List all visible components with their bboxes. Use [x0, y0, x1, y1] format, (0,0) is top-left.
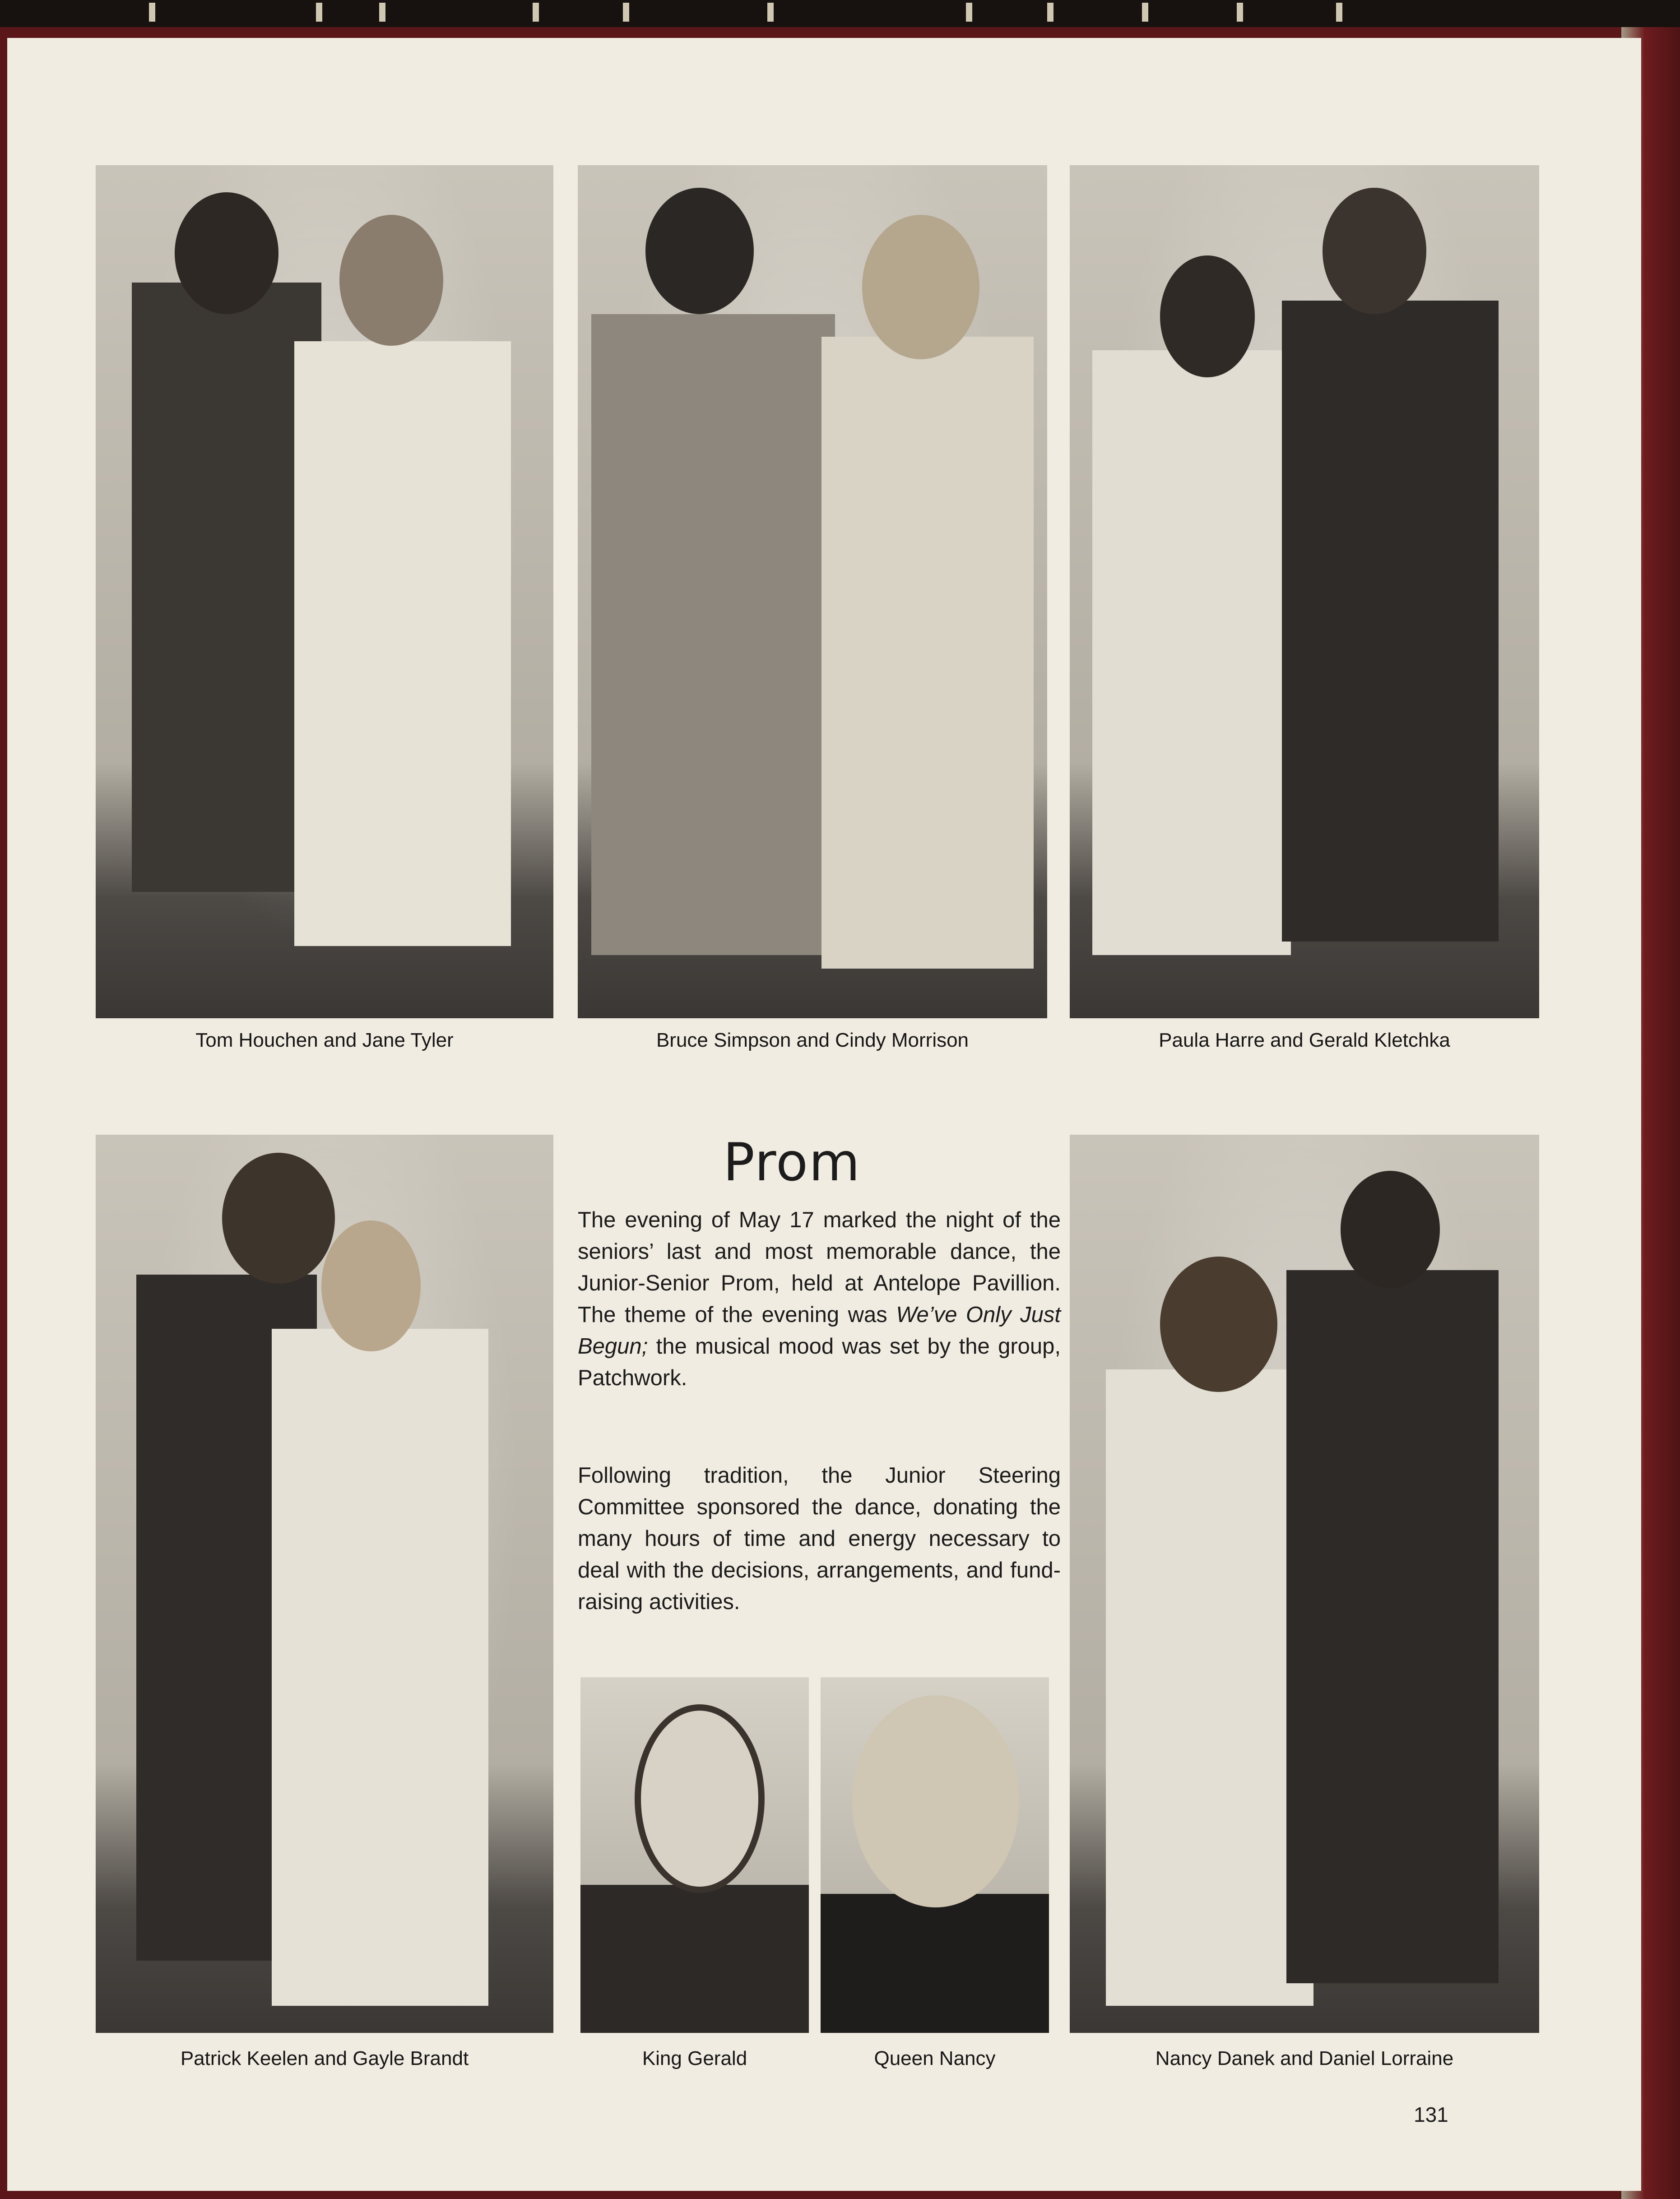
caption-couple-4: Patrick Keelen and Gayle Brandt: [180, 2047, 469, 2069]
caption-couple-2: Bruce Simpson and Cindy Morrison: [656, 1029, 969, 1051]
caption-couple-3: Paula Harre and Gerald Kletchka: [1159, 1029, 1450, 1051]
body-paragraph-2: Following tradition, the Junior Steering Committee sponsored the dance, donating the many hours of time and energy necessary to deal with the decisions, arrangements, and fund-raising activities.: [578, 1463, 1061, 1614]
caption-couple-1: Tom Houchen and Jane Tyler: [195, 1029, 454, 1051]
body-paragraph-1: The evening of May 17 marked the night of the seniors’ last and most memorable dance, the Junior-Senior Prom, held at Antelope Pavillion. The theme of the evening was We’ve Only Just Begun; the musical mood was set by the group, Patchwork.: [578, 1208, 1061, 1390]
photo-couple-1: [96, 165, 553, 1018]
caption-couple-5: Nancy Danek and Daniel Lorraine: [1155, 2047, 1454, 2069]
page-title: Prom: [723, 1132, 861, 1193]
page-number: 131: [1414, 2103, 1448, 2126]
binding-strip: [0, 0, 1680, 27]
photo-couple-2: [578, 165, 1047, 1018]
photo-queen: [821, 1677, 1049, 2033]
caption-king: King Gerald: [642, 2047, 747, 2069]
photo-couple-4: [96, 1135, 553, 2033]
photo-couple-3: [1070, 165, 1539, 1018]
photo-couple-5: [1070, 1135, 1539, 2033]
caption-queen: Queen Nancy: [874, 2047, 996, 2069]
photo-king: [580, 1677, 809, 2033]
yearbook-page: [7, 38, 1641, 2191]
